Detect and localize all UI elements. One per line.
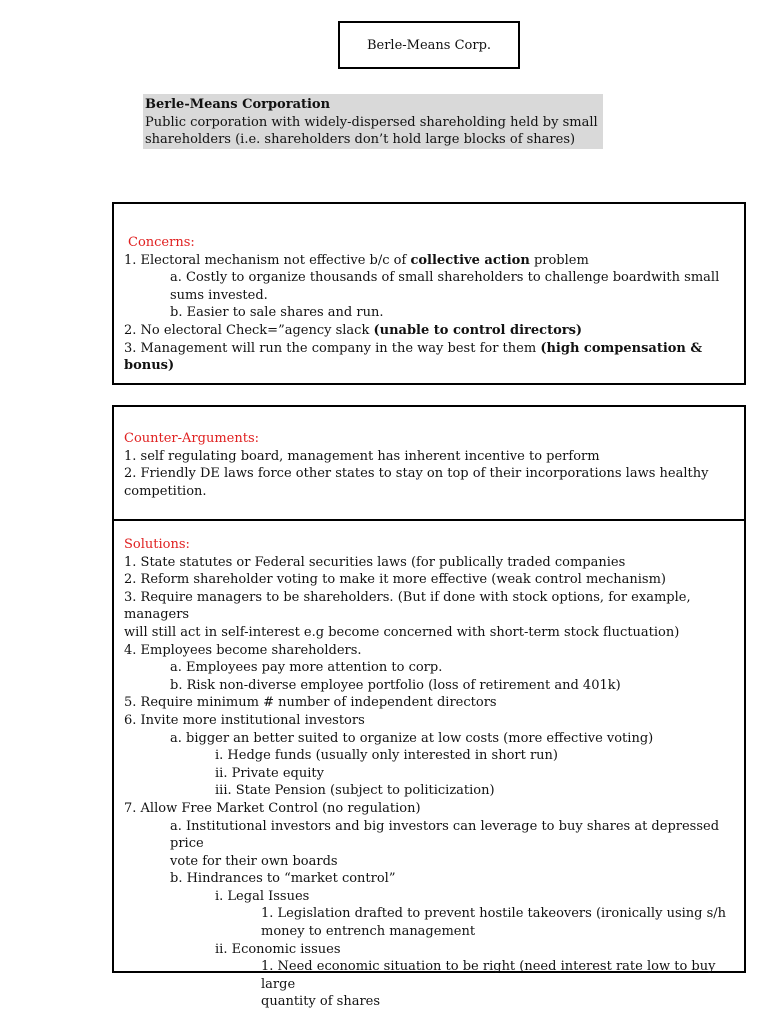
definition-box <box>143 94 603 149</box>
solutions-panel <box>112 519 746 1010</box>
list-item: sums invested. <box>170 287 268 303</box>
doc-title: Berle-Means Corp. <box>366 37 492 53</box>
counter-arguments-heading: Counter-Arguments: <box>124 431 260 446</box>
list-item: 3. Management will run the company in the way best for them (high compensation & bonus) <box>124 340 703 374</box>
definition-heading: Berle-Means Corporation <box>145 97 331 112</box>
list-item: 1. self regulating board, management has inherent incentive to perform <box>124 448 600 464</box>
list-item: 5. Require minimum # number of independent directors <box>124 695 497 711</box>
list-item: 6. Invite more institutional investors <box>124 712 365 728</box>
list-item: 4. Employees become shareholders. <box>124 642 362 658</box>
list-item: quantity of shares <box>261 994 381 1010</box>
list-item: a. Costly to organize thousands of small shareholders to challenge boardwith small <box>170 270 720 286</box>
list-item: vote for their own boards <box>170 853 338 869</box>
solutions-heading: Solutions: <box>124 537 190 552</box>
list-item: 2. Friendly DE laws force other states to stay on top of their incorporations laws healthy <box>124 466 709 482</box>
list-item: 2. Reform shareholder voting to make it more effective (weak control mechanism) <box>124 572 666 588</box>
list-item: 1. State statutes or Federal securities laws (for publically traded companies <box>124 554 626 570</box>
definition-line: Public corporation with widely-dispersed shareholding held by small <box>145 114 598 130</box>
title-box <box>338 21 520 69</box>
list-item: competition. <box>124 483 207 499</box>
list-item: 1. Need economic situation to be right (need interest rate low to buy large <box>261 959 716 992</box>
concerns-panel <box>112 202 746 385</box>
list-item: 1. Electoral mechanism not effective b/c of collective action problem <box>124 252 589 268</box>
counter-arguments-panel <box>112 405 746 521</box>
list-item: 7. Allow Free Market Control (no regulation) <box>124 800 421 816</box>
list-item: i. Hedge funds (usually only interested in short run) <box>215 748 559 764</box>
list-item: b. Hindrances to “market control” <box>170 871 396 887</box>
list-item: 1. Legislation drafted to prevent hostile takeovers (ironically using s/h <box>261 906 727 922</box>
list-item: iii. State Pension (subject to politicization) <box>215 783 495 799</box>
list-item: money to entrench management <box>261 924 476 940</box>
list-item: b. Risk non-diverse employee portfolio (loss of retirement and 401k) <box>170 677 621 693</box>
list-item: will still act in self-interest e.g become concerned with short-term stock fluctuation) <box>124 624 680 640</box>
list-item: ii. Private equity <box>215 765 324 781</box>
list-item: b. Easier to sale shares and run. <box>170 305 384 321</box>
definition-line: shareholders (i.e. shareholders don’t hold large blocks of shares) <box>145 132 576 147</box>
list-item: a. Institutional investors and big investors can leverage to buy shares at depressed price <box>170 818 720 852</box>
list-item: 3. Require managers to be shareholders. (But if done with stock options, for example, managers <box>124 589 691 623</box>
concerns-heading: Concerns: <box>128 235 195 250</box>
list-item: a. bigger an better suited to organize at low costs (more effective voting) <box>170 730 654 746</box>
list-item: ii. Economic issues <box>215 941 341 957</box>
list-item: a. Employees pay more attention to corp. <box>170 660 443 676</box>
list-item: i. Legal Issues <box>215 888 310 904</box>
list-item: 2. No electoral Check=”agency slack (unable to control directors) <box>124 322 583 338</box>
